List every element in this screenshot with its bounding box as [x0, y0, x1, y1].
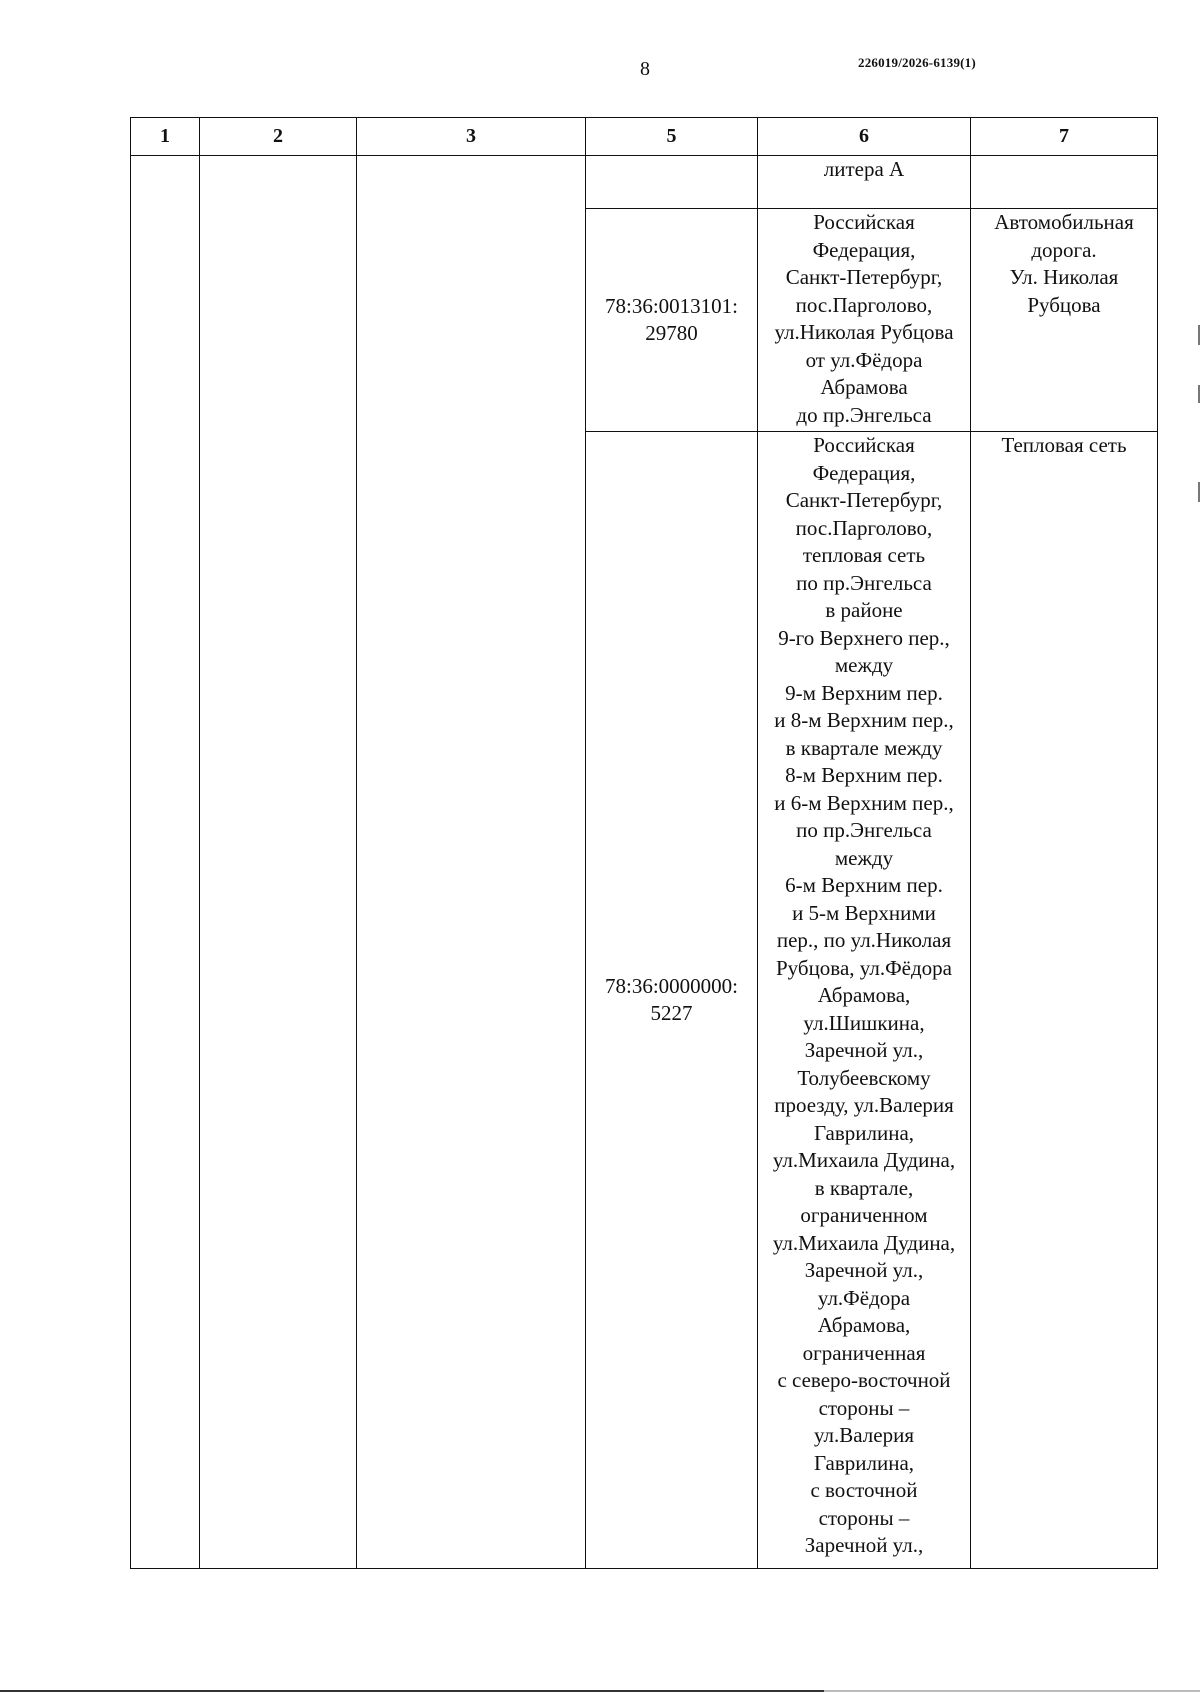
- cell-text-line: в районе: [825, 598, 903, 622]
- cell-text-line: проезду, ул.Валерия: [774, 1093, 954, 1117]
- cell-text-line: 78:36:0000000:: [604, 973, 738, 998]
- cell-text-line: Абрамова: [820, 375, 908, 399]
- cell-text-line: с северо-восточной: [777, 1368, 951, 1392]
- cell-text-line: 5227: [650, 1001, 693, 1025]
- cell-text-line: и 5-м Верхними: [792, 900, 936, 925]
- column-header-1: 1: [131, 118, 200, 156]
- cell-col-3: [357, 156, 586, 1569]
- address-cell: [758, 432, 971, 1569]
- object-name-cell: [971, 209, 1158, 432]
- cell-text-line: Тепловая сеть: [1001, 433, 1127, 457]
- cadastral-number-cell: [586, 209, 758, 432]
- cell-col-2: [200, 156, 357, 1569]
- cell-text-line: стороны –: [818, 1395, 910, 1420]
- page-number: 8: [640, 58, 650, 80]
- scan-bottom-rule: [0, 1690, 824, 1692]
- cell-text-line: ул.Михаила Дудина,: [772, 1230, 956, 1255]
- cell-text-line: 8-м Верхним пер.: [785, 763, 943, 787]
- cell-text-line: по пр.Энгельса: [796, 570, 932, 595]
- cell-text-line: Абрамова,: [817, 1313, 911, 1337]
- cell-text-line: Автомобильная: [994, 210, 1134, 234]
- column-header-3: 3: [357, 118, 586, 156]
- table-row: [131, 156, 1158, 209]
- column-header-7: 7: [971, 118, 1158, 156]
- cell-text-line: по пр.Энгельса: [796, 818, 932, 842]
- cell-text-line: ул.Шишкина,: [803, 1010, 925, 1035]
- cell-text-line: 78:36:0013101:: [604, 293, 738, 318]
- cadastral-number-cell: [586, 156, 758, 209]
- cell-text-line: Ул. Николая: [1009, 265, 1119, 289]
- cell-text-line: Гаврилина,: [813, 1450, 915, 1475]
- cell-text-line: Заречной ул.,: [804, 1533, 924, 1557]
- cell-col-1: [131, 156, 200, 1569]
- cell-text-line: Абрамова,: [817, 983, 911, 1007]
- cell-text-line: Российская: [813, 210, 915, 234]
- cell-text-line: дорога.: [1031, 237, 1097, 262]
- object-name-cell: [971, 156, 1158, 209]
- cell-text-line: Рубцова, ул.Фёдора: [775, 955, 952, 980]
- cell-text-line: Гаврилина,: [813, 1120, 915, 1145]
- cell-text-line: 9-го Верхнего пер.,: [778, 625, 950, 650]
- register-table: [130, 117, 1158, 1569]
- cell-text-line: Заречной ул.,: [804, 1038, 924, 1062]
- cell-text-line: ограниченном: [800, 1203, 928, 1227]
- cell-text-line: от ул.Фёдора: [805, 347, 923, 372]
- address-cell: [758, 209, 971, 432]
- column-header-row: [131, 118, 1158, 156]
- cell-text-line: 29780: [645, 321, 698, 345]
- cell-text-line: до пр.Энгельса: [796, 402, 932, 427]
- column-header-6: 6: [758, 118, 971, 156]
- cell-text-line: между: [834, 653, 894, 677]
- cell-text-line: литера А: [823, 157, 905, 181]
- cell-text-line: ул.Михаила Дудина,: [772, 1148, 956, 1172]
- cell-text-line: Федерация,: [812, 460, 916, 485]
- cell-text-line: стороны –: [818, 1505, 910, 1530]
- cell-text-line: тепловая сеть: [802, 543, 926, 567]
- cell-text-line: 9-м Верхним пер.: [785, 680, 943, 705]
- cell-text-line: Российская: [813, 433, 915, 457]
- cell-text-line: ограниченная: [802, 1340, 926, 1365]
- cell-text-line: Санкт-Петербург,: [785, 265, 943, 289]
- cell-text-line: в квартале,: [814, 1175, 914, 1200]
- cell-text-line: Федерация,: [812, 237, 916, 262]
- column-header-5: 5: [586, 118, 758, 156]
- cell-text-line: пос.Парголово,: [795, 292, 933, 317]
- cell-text-line: Рубцова: [1027, 292, 1101, 317]
- object-name-cell: [971, 432, 1158, 1569]
- cadastral-number-cell: [586, 432, 758, 1569]
- cell-text-line: Заречной ул.,: [804, 1258, 924, 1282]
- cell-text-line: с восточной: [810, 1478, 918, 1502]
- cell-text-line: пос.Парголово,: [795, 515, 933, 540]
- scan-bottom-rule-faded: [824, 1690, 1200, 1692]
- document-code: 226019/2026-6139(1): [858, 55, 976, 70]
- address-cell: [758, 156, 971, 209]
- cell-text-line: Санкт-Петербург,: [785, 488, 943, 512]
- cell-text-line: между: [834, 845, 894, 870]
- cell-text-line: 6-м Верхним пер.: [785, 873, 943, 897]
- column-header-2: 2: [200, 118, 357, 156]
- cell-text-line: Толубеевскому: [797, 1065, 931, 1090]
- cell-text-line: ул.Валерия: [813, 1423, 915, 1447]
- cell-text-line: ул.Николая Рубцова: [774, 320, 954, 344]
- cell-text-line: пер., по ул.Николая: [776, 928, 952, 952]
- cell-text-line: ул.Фёдора: [817, 1285, 911, 1310]
- cell-text-line: и 6-м Верхним пер.,: [774, 790, 954, 815]
- cell-text-line: в квартале между: [785, 735, 943, 760]
- cell-text-line: и 8-м Верхним пер.,: [774, 708, 954, 732]
